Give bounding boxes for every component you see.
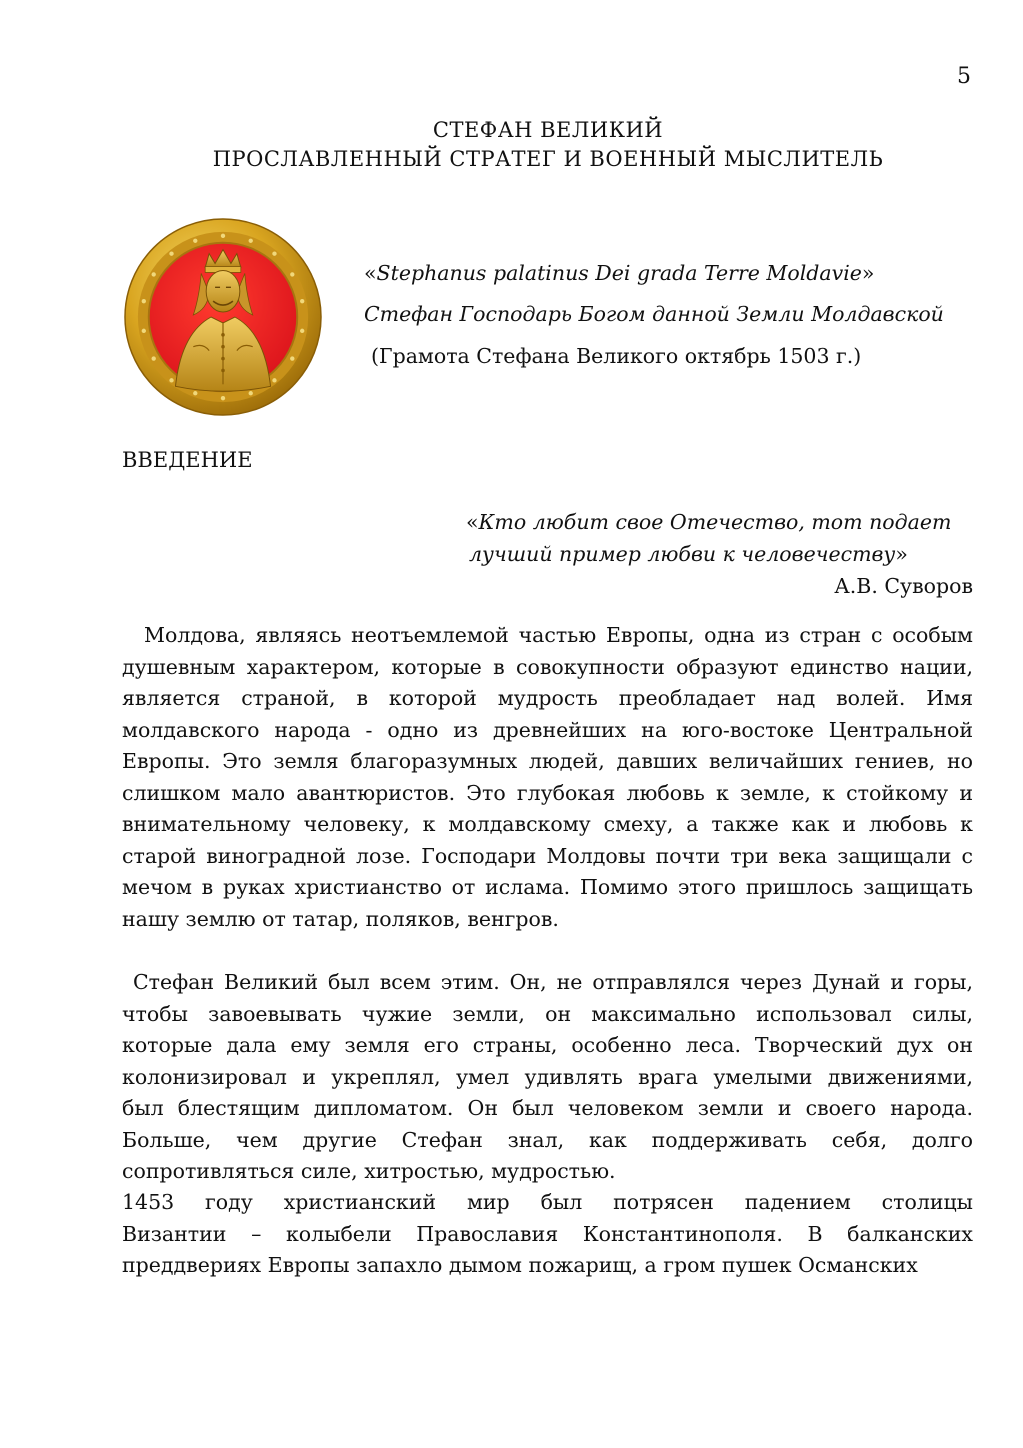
quote-close-mark: »: [895, 542, 908, 566]
paragraph-line: был блестящим дипломатом. Он был человеком земли и своего народа.: [122, 1096, 973, 1120]
paragraph-line: Европы. Это земля благоразумных людей, давших величайших гениев, но: [122, 749, 973, 773]
page-number: 5: [957, 64, 971, 89]
paragraph-line: нашу землю от татар, поляков, венгров.: [122, 906, 559, 931]
paragraph-3: [122, 1187, 973, 1282]
epigraph-close-quote: »: [861, 261, 875, 285]
paragraph-line: колонизировал и укреплял, умел удивлять врага умелыми движениями,: [122, 1064, 973, 1089]
document-title-line-2: ПРОСЛАВЛЕННЫЙ СТРАТЕГ И ВОЕННЫЙ МЫСЛИТЕЛЬ: [212, 147, 884, 171]
section-heading: ВВЕДЕНИЕ: [122, 448, 253, 472]
paragraph-line: является страной, в которой мудрость преобладает над волей. Имя: [122, 686, 973, 710]
quote-author: А.В. Суворов: [834, 574, 973, 598]
quote-line-1-text: Кто любит свое Отечество, тот подает: [478, 510, 952, 534]
quote-line-2: [469, 542, 908, 566]
epigraph-latin: [364, 261, 874, 285]
paragraph-1: [122, 620, 973, 935]
paragraph-line: Стефан Великий был всем этим. Он, не отправлялся через Дунай и горы,: [133, 970, 973, 994]
paragraph-line: Византии – колыбели Православия Константинополя. В балканских: [122, 1221, 973, 1246]
quote-line-2-text: лучший пример любви к человечеству: [469, 542, 896, 566]
stefan-medallion-image: [124, 218, 322, 416]
document-title-line-1: СТЕФАН ВЕЛИКИЙ: [432, 118, 664, 142]
paragraph-line: 1453 году христианский мир был потрясен падением столицы: [122, 1190, 973, 1214]
paragraph-line: внимательному человеку, к молдавскому смеху, а также как и любовь к: [122, 812, 973, 836]
quote-line-1: [466, 510, 951, 534]
paragraph-line: душевным характером, которые в совокупности образуют единство нации,: [122, 654, 973, 679]
paragraph-line: Молдова, являясь неотъемлемой частью Европы, одна из стран с особым: [144, 623, 973, 647]
epigraph-russian: Стефан Господарь Богом данной Земли Молдавской: [364, 302, 944, 326]
epigraph-source: (Грамота Стефана Великого октябрь 1503 г.): [371, 344, 862, 368]
epigraph-latin-text: Stephanus palatinus Dei grada Terre Moldavie: [376, 261, 862, 285]
paragraph-line: Больше, чем другие Стефан знал, как поддерживать себя, долго: [122, 1127, 973, 1152]
paragraph-line: чтобы завоевывать чужие земли, он максимально использовал силы,: [122, 1001, 973, 1026]
paragraph-line: преддвериях Европы запахло дымом пожарищ, а гром пушек Османских: [122, 1253, 918, 1277]
paragraph-2: [122, 967, 973, 1188]
paragraph-line: сопротивляться силе, хитростью, мудростью.: [122, 1159, 616, 1183]
paragraph-line: старой виноградной лозе. Господари Молдовы почти три века защищали с: [122, 843, 973, 868]
paragraph-line: мечом в руках христианство от ислама. Помимо этого пришлось защищать: [122, 875, 973, 899]
quote-open-mark: «: [466, 510, 479, 534]
paragraph-line: молдавского народа - одно из древнейших на юго-востоке Центральной: [122, 717, 973, 742]
epigraph-open-quote: «: [364, 261, 377, 285]
paragraph-line: слишком мало авантюристов. Это глубокая любовь к земле, к стойкому и: [122, 780, 973, 805]
paragraph-line: которые дала ему земля его страны, особенно леса. Творческий дух он: [122, 1033, 973, 1057]
